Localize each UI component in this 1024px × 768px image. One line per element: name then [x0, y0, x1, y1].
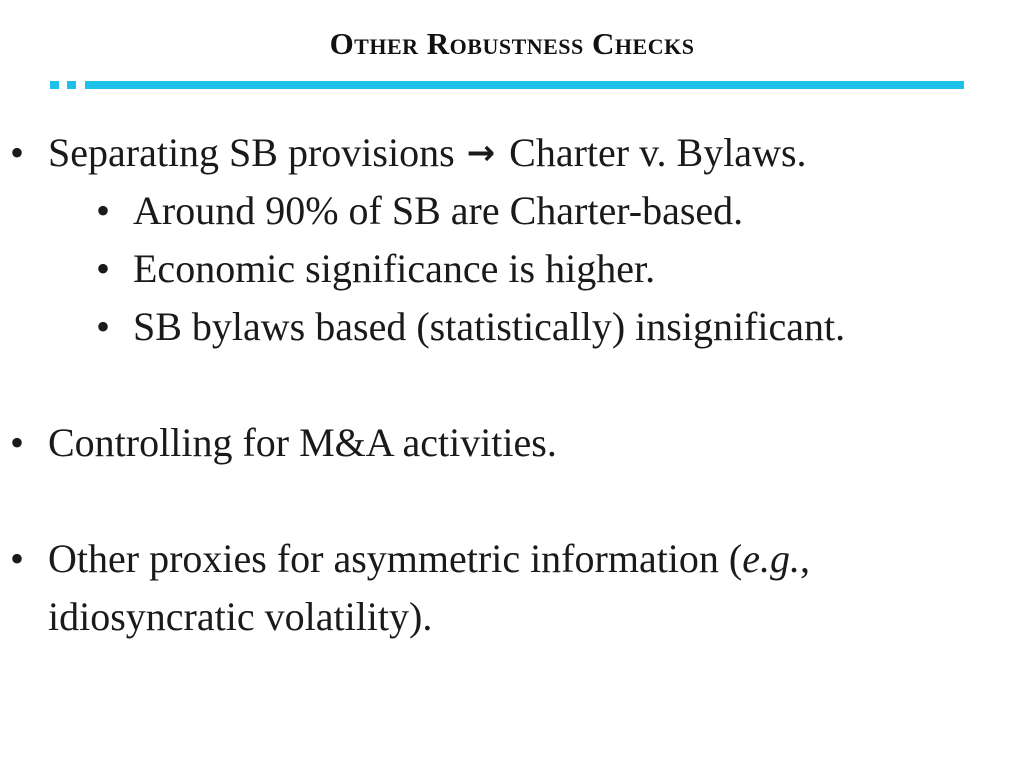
- bullet-dot: •: [96, 246, 111, 291]
- bullet-text: Charter v. Bylaws.: [509, 130, 807, 175]
- bullet-dot: •: [10, 420, 25, 465]
- spacer: [0, 472, 1024, 530]
- accent-rule: [85, 81, 964, 89]
- bullet-text: ,: [800, 536, 811, 581]
- bullet-dot: •: [10, 536, 25, 581]
- sub-bullet-text: SB bylaws based (statistically) insignificant.: [133, 304, 846, 349]
- sub-bullet-text: Economic significance is higher.: [133, 246, 656, 291]
- bullet-text: Controlling for M&A activities.: [48, 420, 557, 465]
- sub-bullet-text: Around 90% of SB are Charter-based.: [133, 188, 744, 233]
- bullet-text: Separating SB provisions: [48, 130, 455, 175]
- bullet-italic-text: e.g.: [742, 536, 801, 581]
- bullet-continuation: [0, 588, 1024, 646]
- accent-square-1: [50, 81, 59, 89]
- bullet-item: [0, 124, 1024, 182]
- bullet-dot: •: [10, 130, 25, 175]
- accent-square-2: [67, 81, 76, 89]
- bullet-text: Other proxies for asymmetric information (: [48, 536, 743, 581]
- sub-bullet-item: [0, 240, 1024, 298]
- spacer: [0, 356, 1024, 414]
- bullet-item: [0, 414, 1024, 472]
- bullet-dot: •: [96, 304, 111, 349]
- bullet-list: [0, 124, 1024, 646]
- bullet-dot: •: [96, 188, 111, 233]
- bullet-text: idiosyncratic volatility).: [48, 594, 433, 639]
- sub-bullet-item: [0, 182, 1024, 240]
- bullet-item: [0, 530, 1024, 588]
- sub-bullet-item: [0, 298, 1024, 356]
- right-arrow-icon: →: [466, 133, 496, 173]
- slide-title: Other Robustness Checks: [329, 26, 695, 61]
